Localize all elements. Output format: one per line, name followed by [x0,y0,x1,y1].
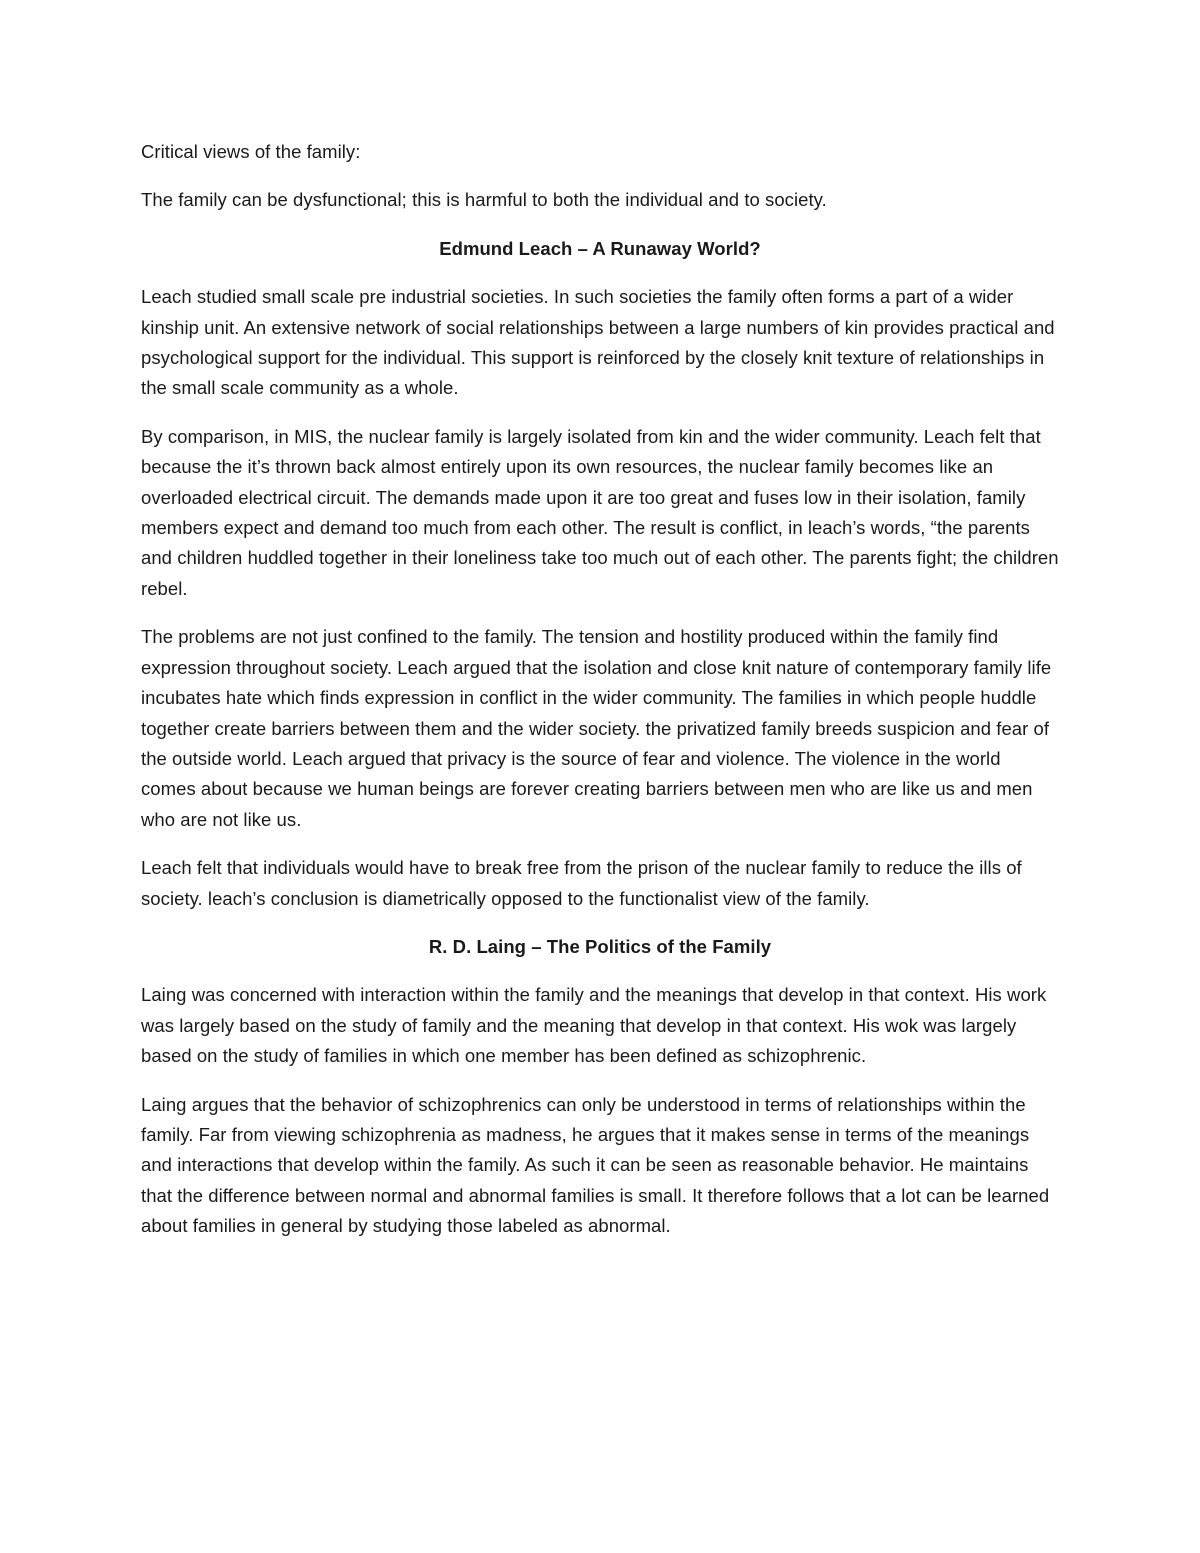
document-body [141,137,1059,1260]
leach-paragraph-4: Leach felt that individuals would have to break free from the prison of the nuclear family to reduce the ills of society. leach’s conclusion is diametrically opposed to the functionalist view of the family. [141,857,1022,909]
leach-paragraph-3: The problems are not just confined to the family. The tension and hostility produced within the family find expression throughout society. Leach argued that the isolation and close knit nature of contemporary family life incubates hate which finds expression in conflict in the wider community. The families in which people huddle together create barriers between them and the wider society. the privatized family breeds suspicion and fear of the outside world. Leach argued that privacy is the source of fear and violence. The violence in the world comes about because we human beings are forever creating barriers between men who are like us and men who are not like us. [141,626,1052,830]
intro-paragraph: The family can be dysfunctional; this is harmful to both the individual and to society. [141,189,827,211]
document-title: Critical views of the family: [141,141,361,162]
laing-paragraph-1: Laing was concerned with interaction within the family and the meanings that develop in that context. His work was largely based on the study of family and the meaning that develop in that context. His wok was largely based on the study of families in which one member has been defined as schizophrenic. [141,984,1047,1067]
leach-paragraph-1: Leach studied small scale pre industrial societies. In such societies the family often forms a part of a wider kinship unit. An extensive network of social relationships between a large numbers of kin provides practical and psychological support for the individual. This support is reinforced by the closely knit texture of relationships in the small scale community as a whole. [141,286,1055,399]
section-heading-laing: R. D. Laing – The Politics of the Family [428,935,772,957]
laing-paragraph-2: Laing argues that the behavior of schizophrenics can only be understood in terms of relationships within the family. Far from viewing schizophrenia as madness, he argues that it makes sense in terms of the meanings and interactions that develop within the family. As such it can be seen as reasonable behavior. He maintains that the difference between normal and abnormal families is small. It therefore follows that a lot can be learned about families in general by studying those labeled as abnormal. [141,1093,1050,1237]
section-heading-leach: Edmund Leach – A Runaway World? [439,237,761,259]
leach-paragraph-2: By comparison, in MIS, the nuclear family is largely isolated from kin and the wider community. Leach felt that because the it’s thrown back almost entirely upon its own resources, the nuclear family becomes like an overloaded electrical circuit. The demands made upon it are too great and fuses low in their isolation, family members expect and demand too much from each other. The result is conflict, in leach’s words, “the parents and children huddled together in their loneliness take too much out of each other. The parents fight; the children rebel. [141,425,1059,599]
